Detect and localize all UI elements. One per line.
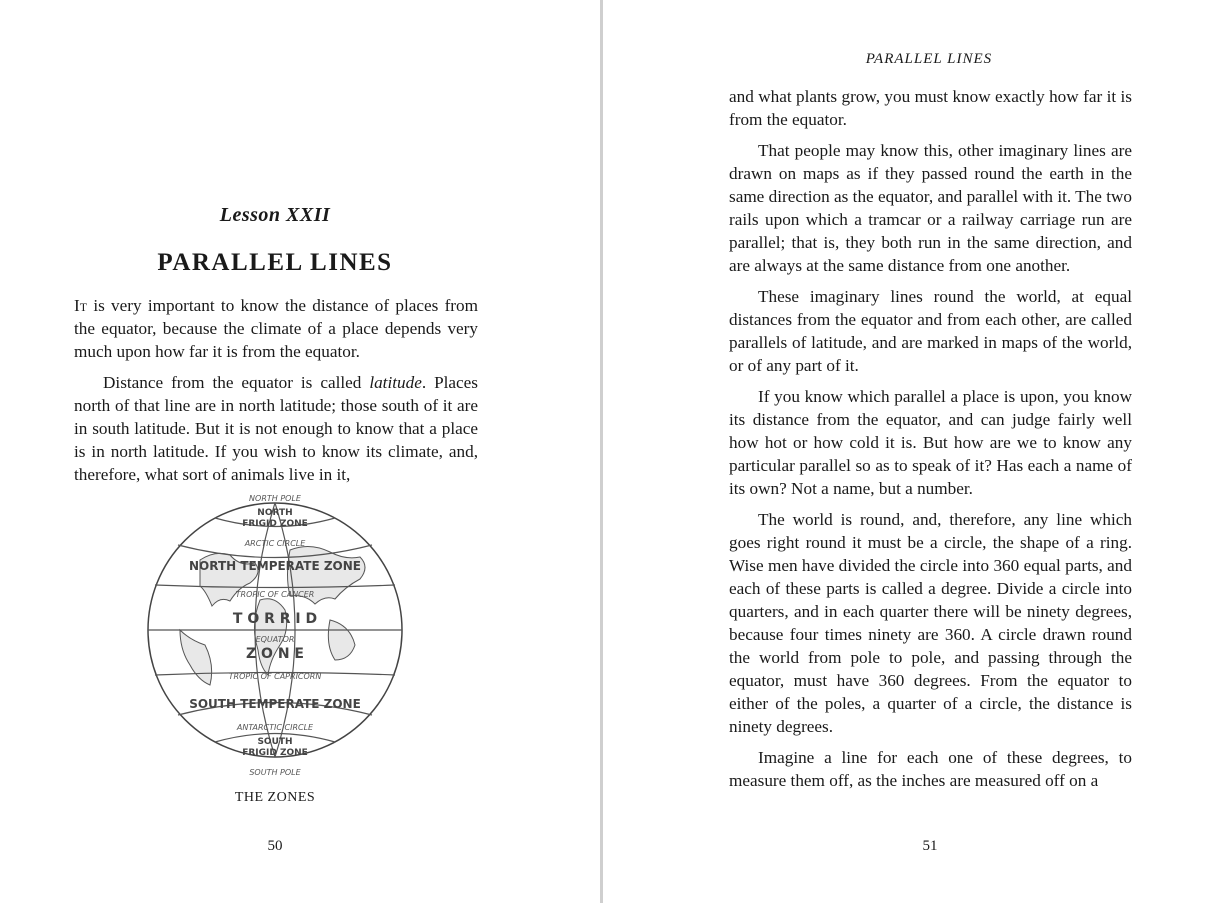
north-pole-label: NORTH POLE [249,494,301,503]
arctic-circle-label: ARCTIC CIRCLE [244,539,306,548]
drop-word: It [74,296,88,315]
torrid-label: T O R R I D [232,611,318,627]
lesson-heading: Lesson XXII [219,204,331,226]
paragraph-6: The world is round, and, therefore, any line which goes right round it must be a circle, the shape of a ring. Wise men have divided the circle into 360 equal parts, and each of these parts is called a degree. Divide a circle into quarters, and in each quarter there will be ninety degrees, because four times ninety are 360. A circle drawn round the world from pole to pole, and passing through the equator, must have 360 degrees. From the equator to either of the poles, a quarter of a circle, the distance is ninety degrees. [729,510,1132,736]
page-number-left: 50 [267,838,283,854]
tropic-cancer-label: TROPIC OF CANCER [235,590,315,599]
zones-figure [140,490,410,782]
paragraph-2: Distance from the equator is called latitude. Places north of that line are in north latitude; those south of it are in south latitude. But it is not enough to know that a place is in north latitude. If you wish to know its climate, and, therefore, what sort of animals live in it, [74,373,478,484]
tropic-capricorn-label: TROPIC OF CAPRICORN [228,672,322,681]
south-pole-label: SOUTH POLE [249,768,301,777]
running-head: PARALLEL LINES [865,51,993,67]
equator-label: EQUATOR [255,635,295,644]
paragraph-5: If you know which parallel a place is upon, you know its distance from the equator, and can judge fairly well how hot or how cold it is. But how are we to know any particular parallel so as to speak of it? Has each a name of its own? Not a name, but a number. [729,387,1132,498]
figure-caption: THE ZONES [234,790,316,805]
north-frigid-label: FRIGID ZONE [242,519,308,529]
paragraph-4: These imaginary lines round the world, at equal distances from the equator and from each other, are called parallels of latitude, and are marked in maps of the world, or of any part of it. [729,287,1132,375]
chapter-title: PARALLEL LINES [157,249,393,276]
paragraph-continued: and what plants grow, you must know exactly how far it is from the equator. [729,87,1132,129]
north-label: NORTH [257,508,293,518]
globe-illustration [140,490,410,782]
left-body-text [74,294,478,494]
north-temperate-label: NORTH TEMPERATE ZONE [189,559,361,573]
zone-label: Z O N E [246,646,304,662]
latitude-term: latitude [369,373,422,392]
book-gutter [600,0,603,903]
south-frigid-label: FRIGID ZONE [242,748,308,758]
south-label: SOUTH [257,737,293,747]
paragraph-3: That people may know this, other imaginary lines are drawn on maps as if they passed round the earth in the same direction as the equator, and parallel with it. The two rails upon which a tramcar or a railway carriage run are parallel; that is, they both run in the same direction, and are always at the same distance from one another. [729,141,1132,275]
south-temperate-label: SOUTH TEMPERATE ZONE [189,697,361,711]
page-number-right: 51 [922,838,938,854]
right-body-text [729,85,1132,800]
paragraph-7: Imagine a line for each one of these degrees, to measure them off, as the inches are measured off on a [729,748,1132,790]
antarctic-circle-label: ANTARCTIC CIRCLE [236,723,314,732]
paragraph-1: It is very important to know the distance of places from the equator, because the climate of a place depends very much upon how far it is from the equator. [74,296,478,361]
